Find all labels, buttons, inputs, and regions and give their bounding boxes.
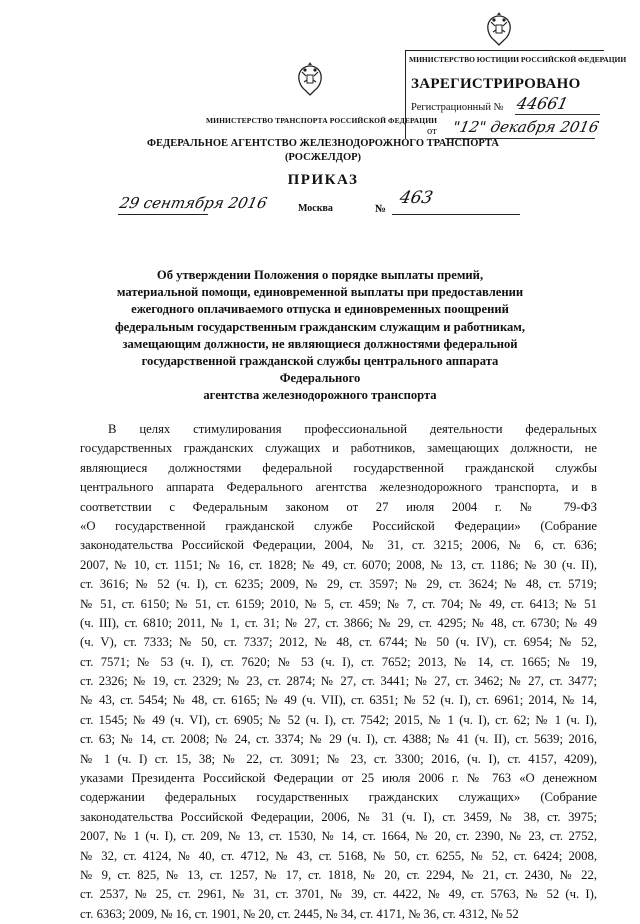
stamp-registered-label: ЗАРЕГИСТРИРОВАНО [411,76,581,92]
city-name: Москва [298,203,333,214]
body-line: соответствии с Федеральным законом от 27 июля 2004 г. № 79-ФЗ [80,499,597,514]
registration-stamp [405,50,627,144]
body-line: ст. 3616; № 52 (ч. I), ст. 6235; 2009, № 29, ст. 3597; № 29, ст. 3624; № 48, ст. 5719; [80,577,597,592]
stamp-handwritten-date: "12" декабря 2016 [451,118,601,136]
body-line: государственных гражданских служащих и работников, замещающих должности, не [80,441,597,456]
body-line: ст. 63; № 14, ст. 2008; № 24, ст. 3374; № 29 (ч. I), ст. 4388; № 41 (ч. II), ст. 5639; 2016, [80,732,597,747]
agency-abbreviation: (РОСЖЕЛДОР) [284,152,362,163]
body-line: 2007, № 10, ст. 1151; № 16, ст. 1828; № 49, ст. 6070; 2008, № 13, ст. 1186; № 30 (ч. II), [80,557,597,572]
handwritten-date: 29 сентября 2016 [118,194,269,212]
ministry-name: МИНИСТЕРСТВО ТРАНСПОРТА РОССИЙСКОЙ ФЕДЕРАЦИИ [206,116,438,125]
stamp-date-label: от [427,126,437,137]
stamp-number-underline [515,114,600,115]
body-line: ст. 2326; № 19, ст. 2329; № 23, ст. 2874; № 27, ст. 3441; № 27, ст. 3462; № 27, ст. 3477; [80,674,597,689]
body-line: указами Президента Российской Федерации от 25 июля 2006 г. № 763 «О денежном [80,771,597,786]
handwritten-order-number: 463 [397,188,435,208]
body-line: (ч. V), ст. 7333; № 50, ст. 7337; 2012, № 48, ст. 6744; № 50 (ч. IV), ст. 6954; № 52, [80,635,597,650]
body-line: ст. 6363; 2009, № 16, ст. 1901, № 20, ст. 2445, № 34, ст. 4171, № 36, ст. 4312, № 52 [80,906,519,921]
title-line: замещающим должности, не являющиеся должностями федеральной [122,336,518,351]
stamp-registration-number-label: Регистрационный № [411,102,504,113]
title-line: государственной гражданской службы центрального аппарата Федерального [141,354,499,386]
body-line: являющиеся должностями федеральной государственной гражданской службы [80,460,597,475]
title-line: материальной помощи, единовременной выплаты при предоставлении [116,285,524,300]
agency-name: ФЕДЕРАЛЬНОЕ АГЕНТСТВО ЖЕЛЕЗНОДОРОЖНОГО ТРАНСПОРТА [147,138,499,149]
document-type: ПРИКАЗ [287,172,359,188]
body-line: законодательства Российской Федерации, 2006, № 31 (ч. I), ст. 3459, № 38, ст. 3975; [80,809,597,824]
stamp-date-underline [445,138,595,139]
body-line: № 9, ст. 825, № 13, ст. 1257, № 17, ст. 1818, № 20, ст. 2294, № 21, ст. 2430, № 22, [80,867,597,882]
stamp-ministry-name: МИНИСТЕРСТВО ЮСТИЦИИ РОССИЙСКОЙ ФЕДЕРАЦИИ [409,55,627,64]
document-title [100,267,540,405]
title-line: агентства железнодорожного транспорта [203,388,437,403]
order-number-label: № [375,203,387,215]
stamp-emblem-icon [484,10,514,48]
body-line: В целях стимулирования профессиональной деятельности федеральных [108,422,597,436]
body-line: центрального аппарата Федерального агентства железнодорожного транспорта, и в [80,480,597,495]
state-emblem-icon [295,60,325,98]
body-line: № 43, ст. 5454; № 48, ст. 6165; № 49 (ч. VII), ст. 6351; № 52 (ч. I), ст. 6961; 2014, № 14, [80,693,597,708]
body-line: № 1 (ч. I) ст. 15, 38; № 22, ст. 3091; № 23, ст. 3300; 2016, (ч. I), ст. 4157, 4209), [80,751,597,766]
body-line: «О государственной гражданской службе Российской Федерации» (Собрание [80,518,597,533]
body-line: 2007, № 1 (ч. I), ст. 209, № 13, ст. 1530, № 14, ст. 1664, № 20, ст. 2390, № 23, ст. 2752, [80,829,597,844]
body-line: № 32, ст. 4124, № 40, ст. 4712, № 43, ст. 5168, № 50, ст. 6255, № 52, ст. 6424; 2008, [80,848,597,863]
body-line: № 51, ст. 6150; № 51, ст. 6159; 2010, № 5, ст. 459; № 7, ст. 704; № 49, ст. 6413; № 51 [80,596,597,611]
body-line: ст. 1545; № 49 (ч. VI), ст. 6905; № 52 (ч. I), ст. 7542; 2015, № 1 (ч. I), ст. 62; № 1 (ч. I), [80,712,597,727]
body-line: ст. 2537, № 25, ст. 2961, № 31, ст. 3701, № 39, ст. 4422, № 49, ст. 5763, № 52 (ч. I), [80,887,597,902]
document-body [80,420,597,924]
title-line: ежегодного оплачиваемого отпуска и единовременных поощрений [131,302,509,317]
body-line: (ч. III), ст. 6810; 2011, № 1, ст. 31; № 27, ст. 3866; № 29, ст. 4295; № 48, ст. 6730; № 49 [80,615,597,630]
body-line: ст. 7571; № 53 (ч. I), ст. 7620; № 53 (ч. I), ст. 7652; 2013, № 14, ст. 1665; № 19, [80,654,597,669]
body-line: законодательства Российской Федерации, 2004, № 31, ст. 3215; 2006, № 6, ст. 636; [80,538,597,553]
body-line: содержании федеральных государственных гражданских служащих» (Собрание [80,790,597,805]
title-line: Об утверждении Положения о порядке выплаты премий, [156,268,484,282]
title-line: федеральным государственным гражданским служащим и работникам, [114,319,526,334]
stamp-handwritten-registration-number: 44661 [514,94,570,113]
